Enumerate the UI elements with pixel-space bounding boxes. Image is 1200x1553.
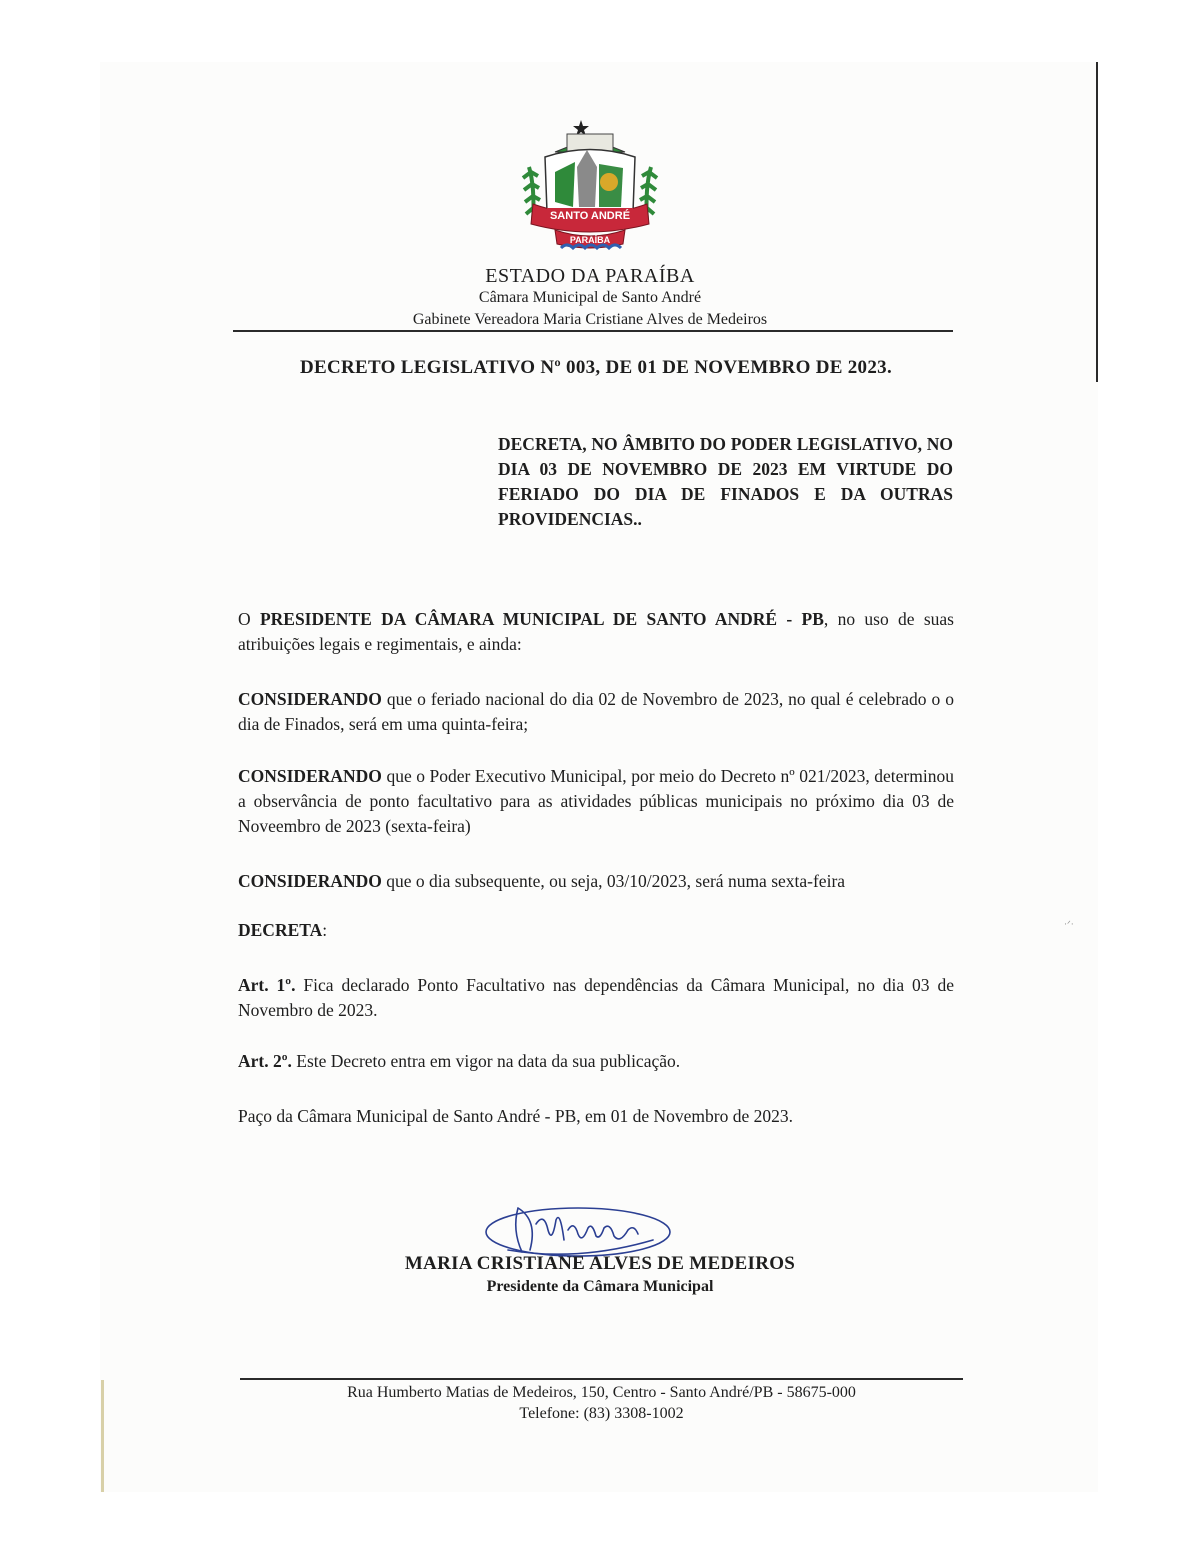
considerando-label: CONSIDERANDO [238,689,382,709]
intro-paragraph [238,607,954,657]
header-divider [233,330,953,332]
considerando-label: CONSIDERANDO [238,766,382,786]
considerando-paragraph-3 [238,869,954,894]
considerando-text-2: que o Poder Executivo Municipal, por meio do Decreto nº 021/2023, determinou a observância de ponto facultativo para as atividades públicas municipais no próximo dia 03 de Noveembro de 2023 (sexta-feira) [238,766,954,836]
signer-name: MARIA CRISTIANE ALVES DE MEDEIROS [404,1253,796,1274]
considerando-text-1: que o feriado nacional do dia 02 de Novembro de 2023, no qual é celebrado o o dia de Finados, será em uma quinta-feira; [238,689,954,734]
intro-post: , no uso de suas atribuições legais e regimentais, e ainda: [238,609,954,654]
considerando-paragraph-1 [238,687,954,737]
decree-title: DECRETO LEGISLATIVO Nº 003, DE 01 DE NOVEMBRO DE 2023. [300,357,892,378]
considerando-paragraph-2 [238,764,954,839]
scan-speck: ·ᐟ· [1064,919,1074,929]
decreta-label: DECRETA [238,920,323,940]
footer-divider [240,1378,963,1380]
signer-role: Presidente da Câmara Municipal [486,1278,714,1295]
article-1-text: Fica declarado Ponto Facultativo nas dependências da Câmara Municipal, no dia 03 de Novembro de 2023. [238,975,955,1020]
header-state: ESTADO DA PARAÍBA [485,265,695,287]
crest-banner-text: SANTO ANDRÉ [549,210,631,222]
decreta-heading [238,918,954,943]
article-2 [238,1049,954,1074]
article-2-label: Art. 2º. [238,1051,292,1071]
crest-ribbon-text: PARAÍBA [569,235,611,245]
article-2-text: Este Decreto entra em vigor na data da sua publicação. [291,1051,681,1071]
scan-edge-right [1096,62,1098,382]
place-and-date: Paço da Câmara Municipal de Santo André - PB, em 01 de Novembro de 2023. [238,1106,794,1126]
article-1-label: Art. 1º. [238,975,296,995]
considerando-label: CONSIDERANDO [238,871,382,891]
header-chamber: Câmara Municipal de Santo André [478,289,702,306]
article-1 [238,973,954,1023]
footer-phone: Telefone: (83) 3308-1002 [519,1405,684,1422]
decreta-colon: : [322,920,328,940]
intro-pre: O [238,609,260,629]
header-office: Gabinete Vereadora Maria Cristiane Alves de Medeiros [412,311,768,328]
scan-edge-left [101,1380,104,1492]
footer-address: Rua Humberto Matias de Medeiros, 150, Centro - Santo André/PB - 58675-000 [347,1384,856,1401]
municipal-crest-logo [515,112,665,262]
intro-president: PRESIDENTE DA CÂMARA MUNICIPAL DE SANTO ANDRÉ - PB [259,609,824,629]
decree-ementa: DECRETA, NO ÂMBITO DO PODER LEGISLATIVO, NO DIA 03 DE NOVEMBRO DE 2023 EM VIRTUDE DO FERIADO DO DIA DE FINADOS E DA OUTRAS PROVIDENCIAS.. [498,434,953,529]
considerando-text-3: que o dia subsequente, ou seja, 03/10/2023, será numa sexta-feira [381,871,846,891]
